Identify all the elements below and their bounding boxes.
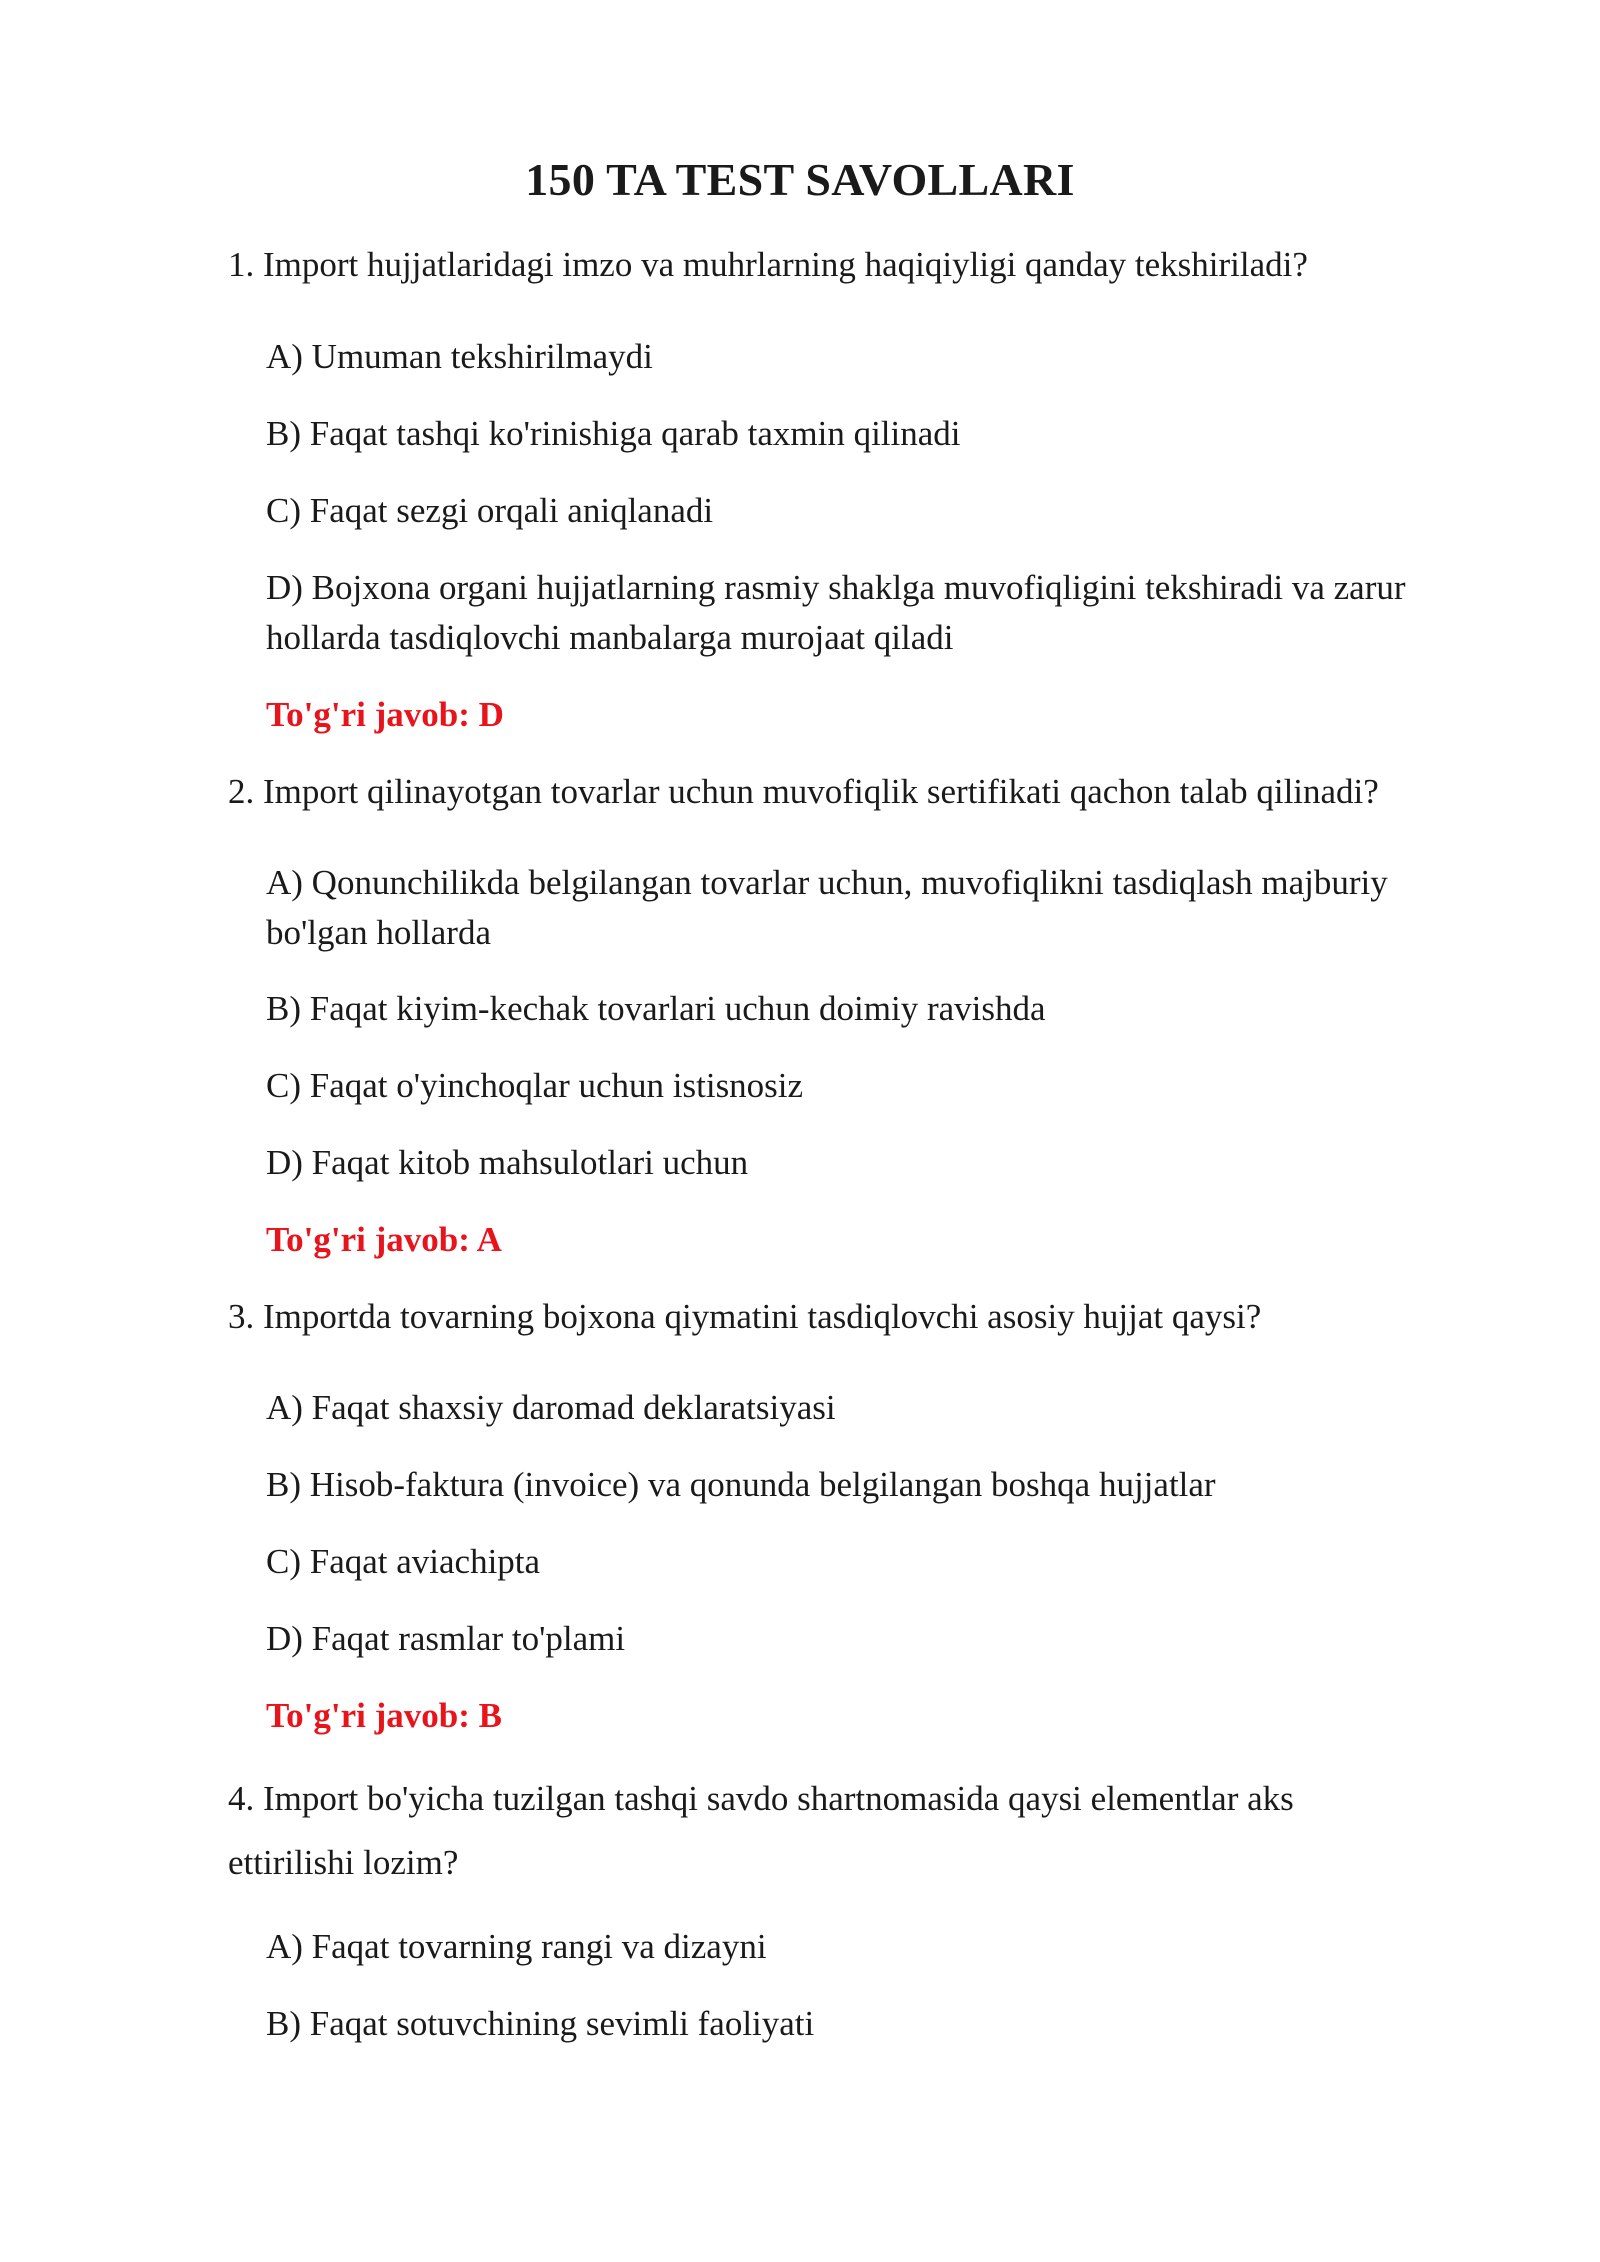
question-text: Import hujjatlaridagi imzo va muhrlarning haqiqiyligi qanday tekshiriladi? <box>263 245 1308 284</box>
question-text: Import qilinayotgan tovarlar uchun muvofiqlik sertifikati qachon talab qilinadi? <box>263 772 1379 811</box>
option-b: B) Hisob-faktura (invoice) va qonunda belgilangan boshqa hujjatlar <box>266 1465 1216 1504</box>
question-3 <box>228 1292 1478 1342</box>
correct-answer: To'g'ri javob: B <box>266 1696 502 1735</box>
correct-answer: To'g'ri javob: D <box>266 695 504 734</box>
option-a: A) Umuman tekshirilmaydi <box>266 337 653 376</box>
correct-answer: To'g'ri javob: A <box>266 1220 502 1259</box>
option-d: D) Bojxona organi hujjatlarning rasmiy shaklga muvofiqligini tekshiradi va zarur hollarda tasdiqlovchi manbalarga murojaat qiladi <box>266 568 1406 657</box>
question-number: 1. <box>228 245 255 284</box>
question-4 <box>228 1767 1428 1895</box>
option-c: C) Faqat aviachipta <box>266 1542 541 1581</box>
option-d: D) Faqat rasmlar to'plami <box>266 1619 626 1658</box>
question-number: 2. <box>228 772 255 811</box>
question-text: Importda tovarning bojxona qiymatini tasdiqlovchi asosiy hujjat qaysi? <box>263 1297 1262 1336</box>
option-a: A) Faqat tovarning rangi va dizayni <box>266 1927 767 1966</box>
document-title: 150 TA TEST SAVOLLARI <box>525 154 1075 205</box>
option-c: C) Faqat o'yinchoqlar uchun istisnosiz <box>266 1066 804 1105</box>
option-a: A) Qonunchilikda belgilangan tovarlar uchun, muvofiqlikni tasdiqlash majburiy bo'lgan hollarda <box>266 863 1388 952</box>
option-b: B) Faqat sotuvchining sevimli faoliyati <box>266 2004 815 2043</box>
option-b: B) Faqat kiyim-kechak tovarlari uchun doimiy ravishda <box>266 989 1046 1028</box>
option-c: C) Faqat sezgi orqali aniqlanadi <box>266 491 714 530</box>
question-1 <box>228 240 1478 290</box>
option-b: B) Faqat tashqi ko'rinishiga qarab taxmin qilinadi <box>266 414 961 453</box>
question-number: 4. <box>228 1779 255 1818</box>
question-number: 3. <box>228 1297 255 1336</box>
question-2 <box>228 767 1478 817</box>
question-text: Import bo'yicha tuzilgan tashqi savdo shartnomasida qaysi elementlar aks ettirilishi lozim? <box>228 1779 1294 1882</box>
option-a: A) Faqat shaxsiy daromad deklaratsiyasi <box>266 1388 836 1427</box>
option-d: D) Faqat kitob mahsulotlari uchun <box>266 1143 749 1182</box>
